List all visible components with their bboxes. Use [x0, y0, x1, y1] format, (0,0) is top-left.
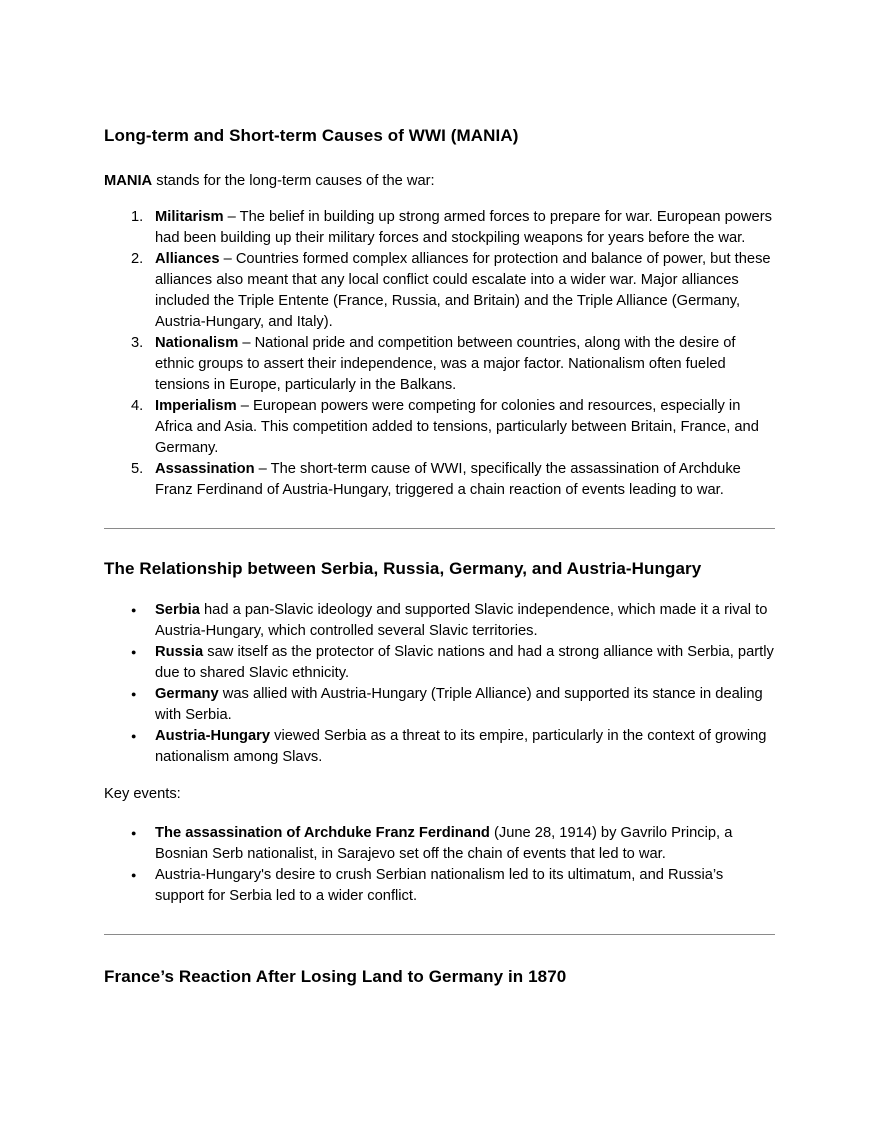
mania-ordered-list — [104, 207, 775, 501]
list-number: 4. — [131, 398, 144, 414]
intro-text: stands for the long-term causes of the war: — [152, 173, 435, 189]
item-bold-lead: Alliances — [155, 251, 220, 267]
bullet-icon: ● — [131, 689, 137, 699]
key-events-bullet-list — [104, 823, 775, 907]
item-body-text: Austria-Hungary's desire to crush Serbian nationalism led to its ultimatum, and Russia’s support for Serbia led to a wider conflict. — [155, 867, 724, 904]
intro-bold-lead: MANIA — [104, 173, 153, 189]
list-item — [104, 642, 775, 684]
item-body-text: – European powers were competing for colonies and resources, especially in Africa and Asia. This competition added to tensions, particularly between Britain, France, and Germany. — [155, 398, 759, 456]
horizontal-rule — [104, 528, 775, 529]
list-item — [104, 459, 775, 501]
item-bold-lead: Germany — [155, 686, 219, 702]
intro-paragraph — [104, 171, 775, 192]
item-bold-lead: Imperialism — [155, 398, 237, 414]
item-bold-lead: Assassination — [155, 461, 255, 477]
list-item — [104, 823, 775, 865]
list-item-text — [155, 865, 775, 907]
list-item — [104, 396, 775, 459]
list-item — [104, 865, 775, 907]
relationship-bullet-list — [104, 600, 775, 768]
item-bold-lead: Serbia — [155, 602, 200, 618]
list-number: 1. — [131, 209, 144, 225]
item-bold-lead: The assassination of Archduke Franz Ferdinand — [155, 825, 490, 841]
item-body-text: – The short-term cause of WWI, specifically the assassination of Archduke Franz Ferdinand of Austria-Hungary, triggered a chain reaction of events leading to war. — [155, 461, 741, 498]
list-item-text — [155, 396, 775, 459]
key-events-label: Key events: — [104, 786, 181, 802]
section-mania-causes — [104, 125, 775, 501]
item-body-text: had a pan-Slavic ideology and supported Slavic independence, which made it a rival to Austria-Hungary, which controlled several Slavic territories. — [155, 602, 768, 639]
item-bold-lead: Militarism — [155, 209, 224, 225]
horizontal-rule — [104, 934, 775, 935]
heading-relationships: The Relationship between Serbia, Russia, Germany, and Austria-Hungary — [104, 559, 702, 578]
list-item — [104, 333, 775, 396]
list-item — [104, 600, 775, 642]
list-item-text — [155, 459, 775, 501]
bullet-icon: ● — [131, 605, 137, 615]
list-item-text — [155, 249, 775, 333]
list-item-text — [155, 333, 775, 396]
heading-france-reaction: France’s Reaction After Losing Land to Germany in 1870 — [104, 967, 567, 986]
list-number: 5. — [131, 461, 144, 477]
item-body-text: – The belief in building up strong armed forces to prepare for war. European powers had been building up their military forces and stockpiling weapons for years before the war. — [155, 209, 772, 246]
list-item-text — [155, 726, 775, 768]
item-bold-lead: Austria-Hungary — [155, 728, 271, 744]
item-body-text: – Countries formed complex alliances for protection and balance of power, but these alliances also meant that any local conflict could escalate into a wider war. Major alliances included the Triple Entente (France, Russia, and Britain) and the Triple Alliance (Germany, Austria-Hungary, and Italy). — [155, 251, 771, 330]
list-item — [104, 726, 775, 768]
item-bold-lead: Nationalism — [155, 335, 239, 351]
item-bold-lead: Russia — [155, 644, 204, 660]
heading-mania-causes: Long-term and Short-term Causes of WWI (MANIA) — [104, 126, 519, 145]
item-body-text: (June 28, 1914) by Gavrilo Princip, a Bosnian Serb nationalist, in Sarajevo set off the chain of events that led to war. — [155, 825, 733, 862]
list-item-text — [155, 684, 775, 726]
list-item-text — [155, 823, 775, 865]
item-body-text: – National pride and competition between countries, along with the desire of ethnic groups to assert their independence, was a major factor. Nationalism often fueled tensions in Europe, particularly in the Balkans. — [155, 335, 736, 393]
list-item — [104, 684, 775, 726]
list-number: 2. — [131, 251, 144, 267]
section-relationships — [104, 558, 775, 907]
bullet-icon: ● — [131, 870, 137, 880]
item-body-text: was allied with Austria-Hungary (Triple Alliance) and supported its stance in dealing with Serbia. — [155, 686, 763, 723]
bullet-icon: ● — [131, 828, 137, 838]
list-item — [104, 207, 775, 249]
item-body-text: saw itself as the protector of Slavic nations and had a strong alliance with Serbia, partly due to shared Slavic ethnicity. — [155, 644, 774, 681]
bullet-icon: ● — [131, 731, 137, 741]
list-item-text — [155, 207, 775, 249]
item-body-text: viewed Serbia as a threat to its empire, particularly in the context of growing nationalism among Slavs. — [155, 728, 767, 765]
section-france-reaction — [104, 966, 775, 988]
list-item-text — [155, 600, 775, 642]
list-number: 3. — [131, 335, 144, 351]
list-item — [104, 249, 775, 333]
list-item-text — [155, 642, 775, 684]
bullet-icon: ● — [131, 647, 137, 657]
